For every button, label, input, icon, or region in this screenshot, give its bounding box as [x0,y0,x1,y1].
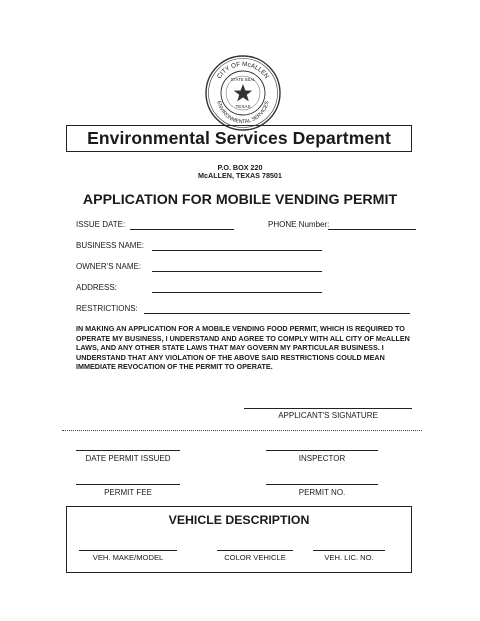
address-line-1: P.O. BOX 220 [217,163,263,172]
applicant-signature-label: APPLICANT'S SIGNATURE [278,411,378,420]
department-header-box [66,125,412,152]
permit-fee-label: PERMIT FEE [104,488,152,497]
permit-fee-field[interactable] [76,484,180,485]
agreement-statement: IN MAKING AN APPLICATION FOR A MOBILE VENDING FOOD PERMIT, WHICH IS REQUIRED TO OPERATE MY BUSINESS, I UNDERSTAND AND AGREE TO COMPLY WITH ALL CITY OF McALLEN LAWS, AND ANY OTHER STATE LAWS THAT MAY GOVERN MY PARTICULAR BUSINESS. I UNDERSTAND THAT ANY VIOLATION OF THE ABOVE SAID RESTRICTIONS COULD MEAN IMMEDIATE REVOCATION OF THE PERMIT TO OPERATE. [76,324,410,372]
issue-date-label: ISSUE DATE: [76,220,126,229]
vehicle-lic-no-label: VEH. LIC. NO. [324,553,374,562]
department-title: Environmental Services Department [87,128,391,148]
seal-top-text: CITY OF McALLEN [215,60,271,81]
date-permit-issued-label: DATE PERMIT ISSUED [85,454,171,463]
inspector-label: INSPECTOR [298,454,346,463]
city-seal-icon [204,54,282,132]
restrictions-field[interactable] [144,313,410,314]
address-field[interactable] [152,292,322,293]
business-name-field[interactable] [152,250,322,251]
vehicle-color-field[interactable] [217,550,293,551]
seal-bottom-text: ENVIRONMENTAL SERVICES [215,100,271,126]
vehicle-description-box [66,506,412,573]
date-permit-issued-field[interactable] [76,450,180,451]
issue-date-field[interactable] [130,229,234,230]
vehicle-make-model-label: VEH. MAKE/MODEL [92,553,164,562]
vehicle-lic-no-field[interactable] [313,550,385,551]
seal-state-text: TEXAS [235,104,251,109]
phone-number-field[interactable] [328,229,416,230]
applicant-signature-field[interactable] [244,408,412,409]
address-line-2: McALLEN, TEXAS 78501 [198,171,282,180]
business-name-label: BUSINESS NAME: [76,241,145,250]
phone-number-label: PHONE Number: [268,220,330,229]
owners-name-field[interactable] [152,271,322,272]
permit-no-field[interactable] [266,484,378,485]
inspector-field[interactable] [266,450,378,451]
address-label: ADDRESS: [76,283,117,292]
vehicle-color-label: COLOR VEHICLE [224,553,286,562]
owners-name-label: OWNER'S NAME: [76,262,142,271]
form-title: APPLICATION FOR MOBILE VENDING PERMIT [82,192,398,208]
vehicle-description-title: VEHICLE DESCRIPTION [168,513,310,527]
permit-no-label: PERMIT NO. [298,488,346,497]
restrictions-label: RESTRICTIONS: [76,304,138,313]
seal-mid-text: STATE SEAL [230,77,256,82]
section-divider [62,430,422,431]
vehicle-make-model-field[interactable] [79,550,177,551]
